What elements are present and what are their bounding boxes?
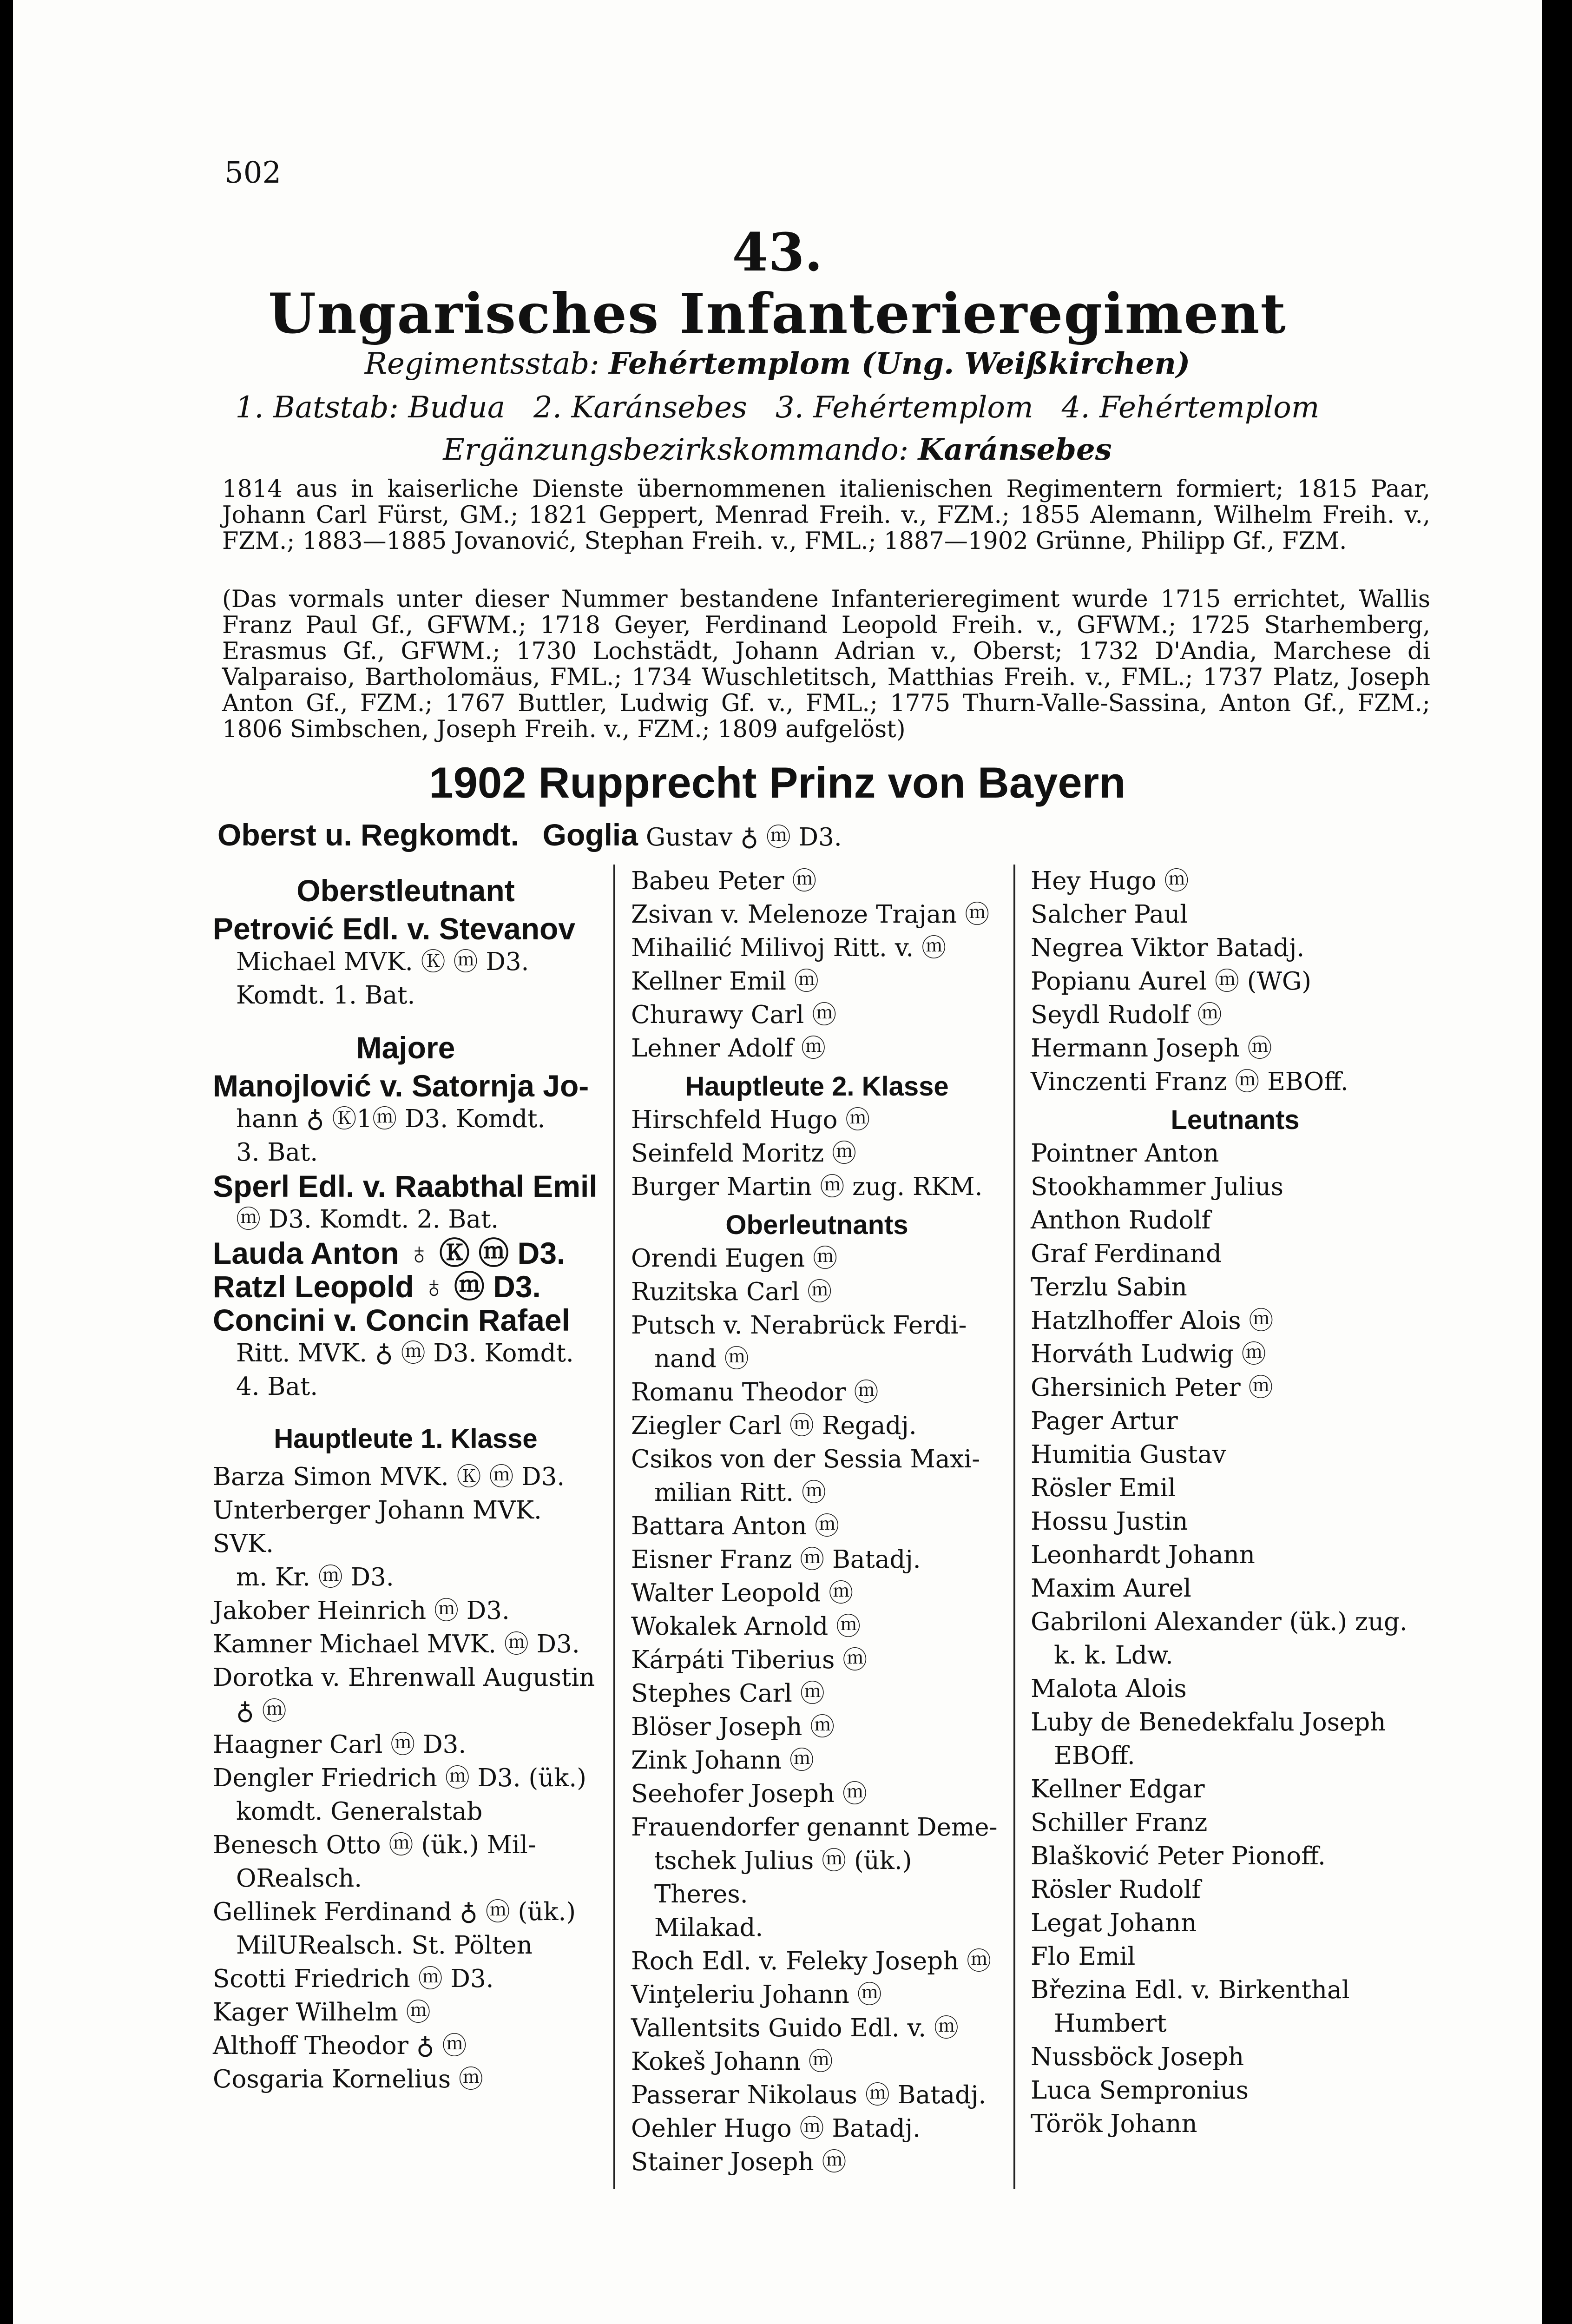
entry-hatzlhoffer: Hatzlhoffer Alois ⓜ: [1031, 1307, 1274, 1335]
entry-karpati: Kárpáti Tiberius ⓜ: [631, 1646, 868, 1674]
entry-terzlu: Terzlu Sabin: [1031, 1273, 1187, 1301]
entry-lehner: Lehner Adolf ⓜ: [631, 1034, 826, 1063]
scanned-page: [13, 0, 1542, 2324]
entry-dengler: Dengler Friedrich ⓜ D3. (ük.): [213, 1764, 586, 1792]
entry-kager: Kager Wilhelm ⓜ: [213, 1998, 431, 2027]
entry-oehler: Oehler Hugo ⓜ Batadj.: [631, 2114, 921, 2143]
entry-hermann: Hermann Joseph ⓜ: [1031, 1034, 1272, 1063]
district-label: Ergänzungsbezirkskommando:: [443, 433, 909, 467]
entry-barza: Barza Simon MVK. Ⓚ ⓜ D3.: [213, 1463, 565, 1491]
entry-walter: Walter Leopold ⓜ: [631, 1579, 854, 1607]
entry-popianu: Popianu Aurel ⓜ (WG): [1031, 967, 1311, 996]
entry-orendi: Orendi Eugen ⓜ: [631, 1244, 838, 1273]
staff-place: Fehértemplom (Ung. Weißkirchen): [609, 346, 1191, 381]
column-divider-2: [1013, 865, 1015, 2189]
section-oberleutnants: Oberleutnants: [725, 1210, 908, 1240]
entry-putsch-line2: nand ⓜ: [654, 1345, 749, 1373]
section-oberstleutnant: Oberstleutnant: [296, 873, 515, 908]
entry-kamner: Kamner Michael MVK. ⓜ D3.: [213, 1630, 580, 1658]
entry-unterberger-line2: m. Kr. ⓜ D3.: [236, 1563, 394, 1591]
colonel-name: Goglia: [542, 818, 638, 852]
section-hauptleute-1: Hauptleute 1. Klasse: [274, 1424, 538, 1454]
entry-ruzitska: Ruzitska Carl ⓜ: [631, 1278, 832, 1306]
entry-brezina-line2: Humbert: [1054, 2009, 1167, 2038]
entry-kellner: Kellner Emil ⓜ: [631, 967, 819, 996]
entry-vinczenti: Vinczenti Franz ⓜ EBOff.: [1031, 1068, 1348, 1096]
entry-seydl: Seydl Rudolf ⓜ: [1031, 1001, 1222, 1029]
entry-ratzl: Ratzl Leopold ♁ ⓜ D3.: [213, 1269, 541, 1304]
entry-sperl: Sperl Edl. v. Raabthal Emil: [213, 1169, 598, 1203]
column-1: [213, 874, 599, 2096]
entry-negrea: Negrea Viktor Batadj.: [1031, 934, 1305, 962]
entry-brezina: Březina Edl. v. Birkenthal: [1031, 1976, 1350, 2004]
entry-stephes: Stephes Carl ⓜ: [631, 1679, 825, 1708]
entry-blaskovic: Blašković Peter Pionoff.: [1031, 1842, 1326, 1870]
regiment-title: Ungarisches Infanterieregiment: [268, 281, 1287, 346]
entry-wokalek: Wokalek Arnold ⓜ: [631, 1612, 861, 1641]
column-3: [1031, 865, 1440, 2141]
entry-putsch: Putsch v. Nerabrück Ferdi-: [631, 1311, 967, 1340]
entry-nussbock: Nussböck Joseph: [1031, 2043, 1244, 2071]
entry-gellinek: Gellinek Ferdinand ♁ ⓜ (ük.): [213, 1898, 576, 1926]
entry-romanu: Romanu Theodor ⓜ: [631, 1378, 879, 1406]
entry-maxim: Maxim Aurel: [1031, 1574, 1191, 1603]
entry-gabriloni-line2: k. k. Ldw.: [1054, 1641, 1173, 1670]
entry-babeu: Babeu Peter ⓜ: [631, 867, 817, 895]
entry-battara: Battara Anton ⓜ: [631, 1512, 840, 1540]
entry-jakober: Jakober Heinrich ⓜ D3.: [213, 1597, 510, 1625]
entry-sperl-line2: ⓜ D3. Komdt. 2. Bat.: [236, 1205, 499, 1234]
entry-bloser: Blöser Joseph ⓜ: [631, 1713, 835, 1741]
entry-humitia: Humitia Gustav: [1031, 1440, 1226, 1469]
entry-anthon: Anthon Rudolf: [1031, 1206, 1211, 1235]
history-paragraph-2: (Das vormals unter dieser Nummer bestandene Infanterieregiment wurde 1715 errichtet, Wallis Franz Paul Gf., GFWM.; 1718 Geyer, Ferdinand Leopold Freih. v., GFWM.; 1725 Starhemberg, Erasmus Gf., GFWM.; 1730 Lochstädt, Johann Adrian v., Oberst; 1732 D'Andia, Marchese di Valparaiso, Bartholomäus, FML.; 1734 Wuschletitsch, Matthias Freih. v., FML.; 1737 Platz, Joseph Anton Gf., FZM.; 1767 Buttler, Ludwig Gf. v., FML.; 1775 Thurn-Valle-Sassina, Anton Gf., FZM.; 1806 Simbschen, Joseph Freih. v., FZM.; 1809 aufgelöst): [222, 586, 1430, 743]
entry-graf: Graf Ferdinand: [1031, 1240, 1222, 1268]
section-leutnants: Leutnants: [1171, 1105, 1300, 1135]
entry-luby: Luby de Benedekfalu Joseph: [1031, 1708, 1386, 1736]
entry-rosler-rudolf: Rösler Rudolf: [1031, 1875, 1201, 1904]
entry-manojlovic-line2: hann ♁ Ⓚ1ⓜ D3. Komdt.: [236, 1105, 546, 1133]
entry-legat: Legat Johann: [1031, 1909, 1197, 1937]
entry-gellinek-line2: MilURealsch. St. Pölten: [236, 1931, 533, 1960]
entry-lauda: Lauda Anton ♁ Ⓚ ⓜ D3.: [213, 1236, 566, 1270]
entry-pager: Pager Artur: [1031, 1407, 1178, 1435]
entry-petrovic-line3: Komdt. 1. Bat.: [236, 981, 415, 1010]
entry-leonhardt: Leonhardt Johann: [1031, 1541, 1255, 1569]
entry-ziegler: Ziegler Carl ⓜ Regadj.: [631, 1412, 917, 1440]
entry-roch: Roch Edl. v. Feleky Joseph ⓜ: [631, 1947, 992, 1975]
entry-kokes: Kokeš Johann ⓜ: [631, 2047, 833, 2076]
entry-concini-line3: 4. Bat.: [236, 1373, 318, 1401]
entry-hey: Hey Hugo ⓜ: [1031, 867, 1189, 895]
entry-petrovic: Petrović Edl. v. Stevanov: [213, 911, 576, 946]
entry-frauendorfer: Frauendorfer genannt Deme-: [631, 1813, 998, 1842]
entry-churawy: Churawy Carl ⓜ: [631, 1001, 837, 1029]
entry-csikos-line2: milian Ritt. ⓜ: [654, 1479, 826, 1507]
entry-flo: Flo Emil: [1031, 1942, 1136, 1971]
entry-frauendorfer-line2: tschek Julius ⓜ (ük.) Theres.: [654, 1847, 912, 1908]
regiment-number: 43.: [732, 222, 823, 283]
page-number: 502: [224, 156, 282, 190]
colonel-row: [217, 818, 842, 854]
entry-benesch-line2: ORealsch.: [236, 1864, 362, 1893]
entry-eisner: Eisner Franz ⓜ Batadj.: [631, 1545, 921, 1574]
regiment-staff-line: [13, 346, 1542, 381]
entry-althoff: Althoff Theodor ♁ ⓜ: [213, 2032, 467, 2060]
section-hauptleute-2: Hauptleute 2. Klasse: [685, 1071, 949, 1102]
entry-schiller: Schiller Franz: [1031, 1809, 1208, 1837]
entry-hossu: Hossu Justin: [1031, 1507, 1188, 1536]
entry-luca: Luca Sempronius: [1031, 2076, 1249, 2105]
entry-rosler-emil: Rösler Emil: [1031, 1474, 1176, 1502]
entry-dorotka: Dorotka v. Ehrenwall Augustin: [213, 1664, 595, 1692]
entry-burger: Burger Martin ⓜ zug. RKM.: [631, 1173, 983, 1201]
entry-concini: Concini v. Concin Rafael: [213, 1303, 570, 1337]
battalion-stations: 1. Batstab: Budua 2. Karánsebes 3. Fehértemplom 4. Fehértemplom: [235, 390, 1320, 425]
entry-vinteleriu: Vinţeleriu Johann ⓜ: [631, 1981, 882, 2009]
entry-seehofer: Seehofer Joseph ⓜ: [631, 1780, 867, 1808]
entry-cosgaria: Cosgaria Kornelius ⓜ: [213, 2065, 483, 2093]
entry-dorotka-line2: ♁ ⓜ: [236, 1697, 287, 1725]
entry-horvath: Horváth Ludwig ⓜ: [1031, 1340, 1266, 1368]
entry-salcher: Salcher Paul: [1031, 900, 1188, 929]
entry-vallentsits: Vallentsits Guido Edl. v. ⓜ: [631, 2014, 959, 2042]
history-paragraph-1: 1814 aus in kaiserliche Dienste übernommenen italienischen Regimentern formiert; 1815 Paar, Johann Carl Fürst, GM.; 1821 Geppert, Menrad Freih. v., FZM.; 1855 Alemann, Wilhelm Freih. v., FZM.; 1883—1885 Jovanović, Stephan Freih. v., FML.; 1887—1902 Grünne, Philipp Gf., FZM.: [222, 475, 1430, 555]
entry-frauendorfer-line3: Milakad.: [654, 1914, 763, 1942]
entry-petrovic-line2: Michael MVK. Ⓚ ⓜ D3.: [236, 948, 529, 976]
entry-haagner: Haagner Carl ⓜ D3.: [213, 1730, 467, 1759]
entry-unterberger: Unterberger Johann MVK. SVK.: [213, 1496, 542, 1558]
column-divider-1: [613, 865, 615, 2189]
entry-scotti: Scotti Friedrich ⓜ D3.: [213, 1965, 494, 1993]
entry-torok: Török Johann: [1031, 2110, 1197, 2138]
entry-benesch: Benesch Otto ⓜ (ük.) Mil-: [213, 1831, 536, 1859]
staff-label: Regimentsstab:: [364, 347, 599, 381]
entry-malota: Malota Alois: [1031, 1675, 1187, 1703]
entry-gabriloni: Gabriloni Alexander (ük.) zug.: [1031, 1608, 1408, 1636]
entry-hirschfeld: Hirschfeld Hugo ⓜ: [631, 1106, 870, 1134]
entry-passerar: Passerar Nikolaus ⓜ Batadj.: [631, 2081, 987, 2109]
entry-zsivan: Zsivan v. Melenoze Trajan ⓜ: [631, 900, 990, 929]
entry-csikos: Csikos von der Sessia Maxi-: [631, 1445, 980, 1473]
section-majore: Majore: [356, 1030, 455, 1065]
entry-pointner: Pointner Anton: [1031, 1139, 1219, 1168]
entry-dengler-line2: komdt. Generalstab: [236, 1797, 483, 1826]
entry-kellner-edgar: Kellner Edgar: [1031, 1775, 1205, 1803]
district-place: Karánsebes: [918, 432, 1112, 467]
entry-luby-line2: EBOff.: [1054, 1742, 1135, 1770]
colonel-label: Oberst u. Regkomdt.: [217, 818, 520, 852]
regiment-owner: 1902 Rupprecht Prinz von Bayern: [429, 758, 1126, 807]
entry-manojlovic: Manojlović v. Satornja Jo-: [213, 1069, 589, 1103]
entry-manojlovic-line3: 3. Bat.: [236, 1138, 318, 1167]
entry-seinfeld: Seinfeld Moritz ⓜ: [631, 1139, 856, 1168]
entry-zink: Zink Johann ⓜ: [631, 1746, 814, 1775]
recruiting-district-line: [13, 432, 1542, 467]
entry-mihailic: Mihailić Milivoj Ritt. v. ⓜ: [631, 934, 947, 962]
entry-stookhammer: Stookhammer Julius: [1031, 1173, 1283, 1201]
entry-stainer: Stainer Joseph ⓜ: [631, 2148, 847, 2176]
column-2: [631, 865, 1003, 2179]
entry-concini-line2: Ritt. MVK. ♁ ⓜ D3. Komdt.: [236, 1339, 574, 1367]
colonel-details: Gustav ♁ ⓜ D3.: [645, 823, 842, 852]
entry-ghersinich: Ghersinich Peter ⓜ: [1031, 1373, 1273, 1402]
